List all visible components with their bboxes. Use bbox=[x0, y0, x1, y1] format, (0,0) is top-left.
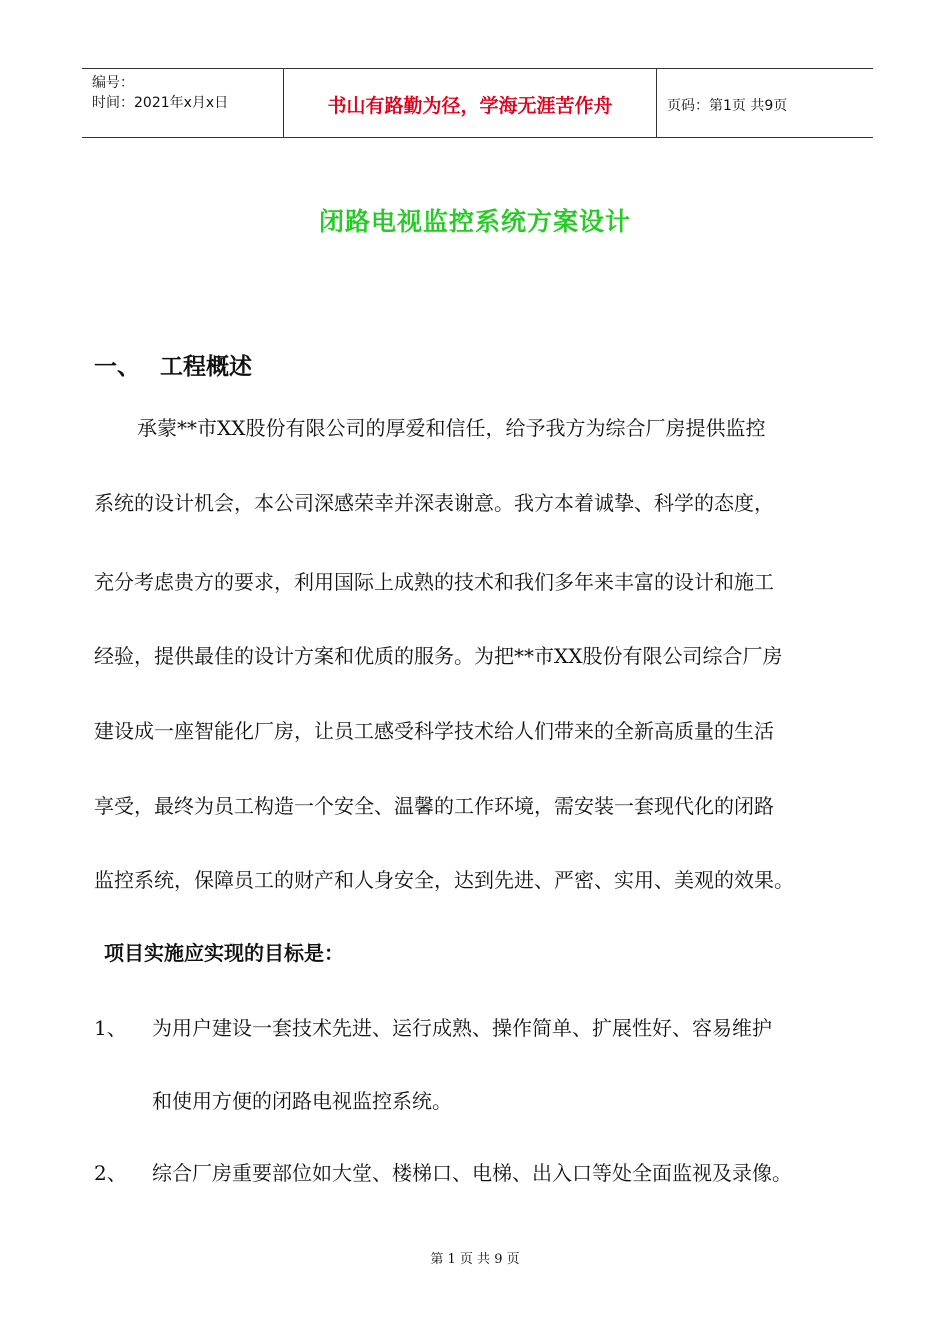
header-motto: 书山有路勤为径，学海无涯苦作舟 bbox=[327, 95, 613, 117]
section-heading: 工程概述 bbox=[160, 354, 252, 380]
goal-text: 为用户建设一套技术先进、运行成熟、操作简单、扩展性好、容易维护 bbox=[152, 1016, 772, 1040]
paragraph-line: 建设成一座智能化厂房，让员工感受科学技术给人们带来的全新高质量的生活 bbox=[94, 719, 774, 743]
document-time-label: 时间：2021年x月x日 bbox=[92, 95, 229, 111]
page-footer: 第 1 页 共 9 页 bbox=[430, 1252, 520, 1267]
goals-heading: 项目实施应实现的目标是： bbox=[104, 941, 344, 965]
header-cell-motto bbox=[284, 69, 657, 137]
goal-number: 1、 bbox=[94, 1016, 127, 1040]
goal-number: 2、 bbox=[94, 1161, 127, 1185]
header-cell-page bbox=[657, 69, 873, 137]
paragraph-line: 监控系统，保障员工的财产和人身安全，达到先进、严密、实用、美观的效果。 bbox=[94, 868, 794, 892]
paragraph-line: 系统的设计机会，本公司深感荣幸并深表谢意。我方本着诚挚、科学的态度， bbox=[94, 491, 774, 515]
section-number: 一、 bbox=[94, 354, 140, 380]
paragraph-line: 承蒙**市XX股份有限公司的厚爱和信任，给予我方为综合厂房提供监控 bbox=[137, 416, 766, 440]
paragraph-line: 经验，提供最佳的设计方案和优质的服务。为把**市XX股份有限公司综合厂房 bbox=[94, 644, 783, 668]
header-cell-meta bbox=[82, 69, 284, 137]
document-header-table bbox=[82, 68, 873, 138]
document-title: 闭路电视监控系统方案设计 bbox=[318, 207, 631, 236]
document-number-label: 编号： bbox=[92, 75, 134, 91]
header-page-info: 页码：第1页 共9页 bbox=[667, 98, 788, 114]
goal-text: 综合厂房重要部位如大堂、楼梯口、电梯、出入口等处全面监视及录像。 bbox=[152, 1161, 792, 1185]
goal-text-continued: 和使用方便的闭路电视监控系统。 bbox=[152, 1089, 452, 1113]
paragraph-line: 享受，最终为员工构造一个安全、温馨的工作环境，需安装一套现代化的闭路 bbox=[94, 794, 774, 818]
paragraph-line: 充分考虑贵方的要求，利用国际上成熟的技术和我们多年来丰富的设计和施工 bbox=[94, 570, 774, 594]
